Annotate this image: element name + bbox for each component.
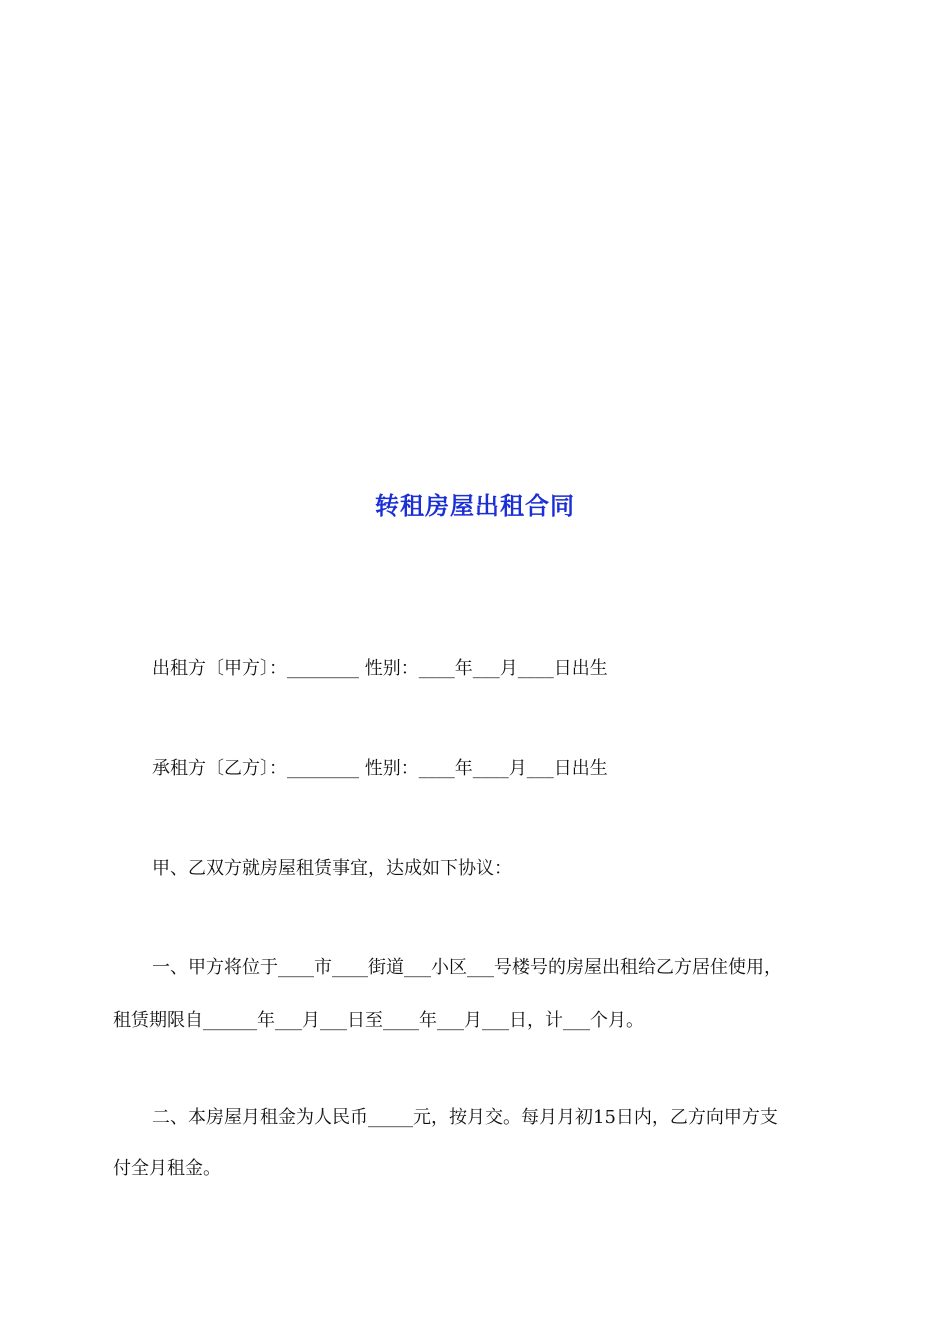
clause-1-line-1: 一、甲方将位于____市____街道___小区___号楼号的房屋出租给乙方居住使用，: [152, 957, 782, 978]
agreement-intro: 甲、乙双方就房屋租赁事宜，达成如下协议：: [152, 858, 512, 879]
lessor-line: 出租方〔甲方〕：________ 性别：____年___月____日出生: [152, 658, 608, 679]
lessee-line: 承租方〔乙方〕：________ 性别：____年____月___日出生: [152, 758, 608, 779]
clause-2-line-2: 付全月租金。: [113, 1158, 221, 1179]
clause-2-line-1: 二、本房屋月租金为人民币_____元，按月交。每月月初15日内，乙方向甲方支: [152, 1107, 778, 1128]
document-title: 转租房屋出租合同: [375, 492, 575, 520]
clause-1-line-2: 租赁期限自______年___月___日至____年___月___日，计___个月。: [113, 1010, 644, 1031]
